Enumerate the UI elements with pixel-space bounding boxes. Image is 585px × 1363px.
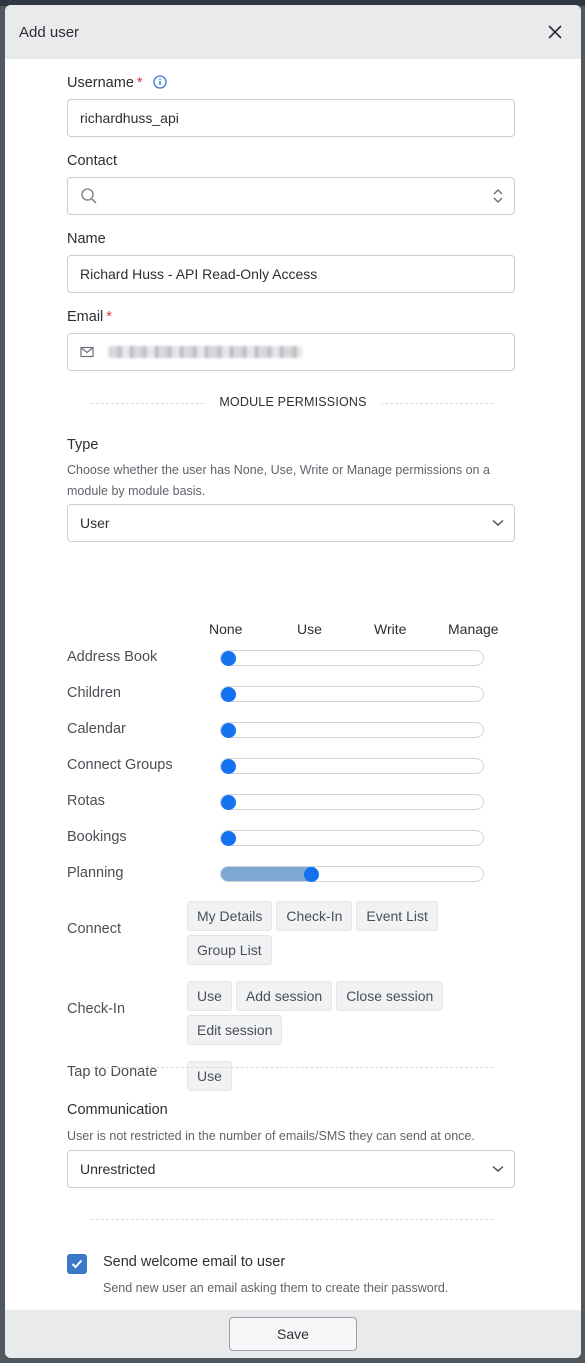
communication-label: Communication [67, 1102, 168, 1118]
slider-thumb[interactable] [221, 795, 236, 810]
communication-value: Unrestricted [80, 1161, 156, 1177]
chevron-down-icon [492, 1165, 504, 1173]
redacted-email-value [108, 346, 302, 358]
dialog-footer [5, 1310, 581, 1358]
info-icon[interactable] [153, 75, 167, 93]
contact-select[interactable] [67, 177, 515, 215]
tap-to-donate-chips [187, 1061, 467, 1091]
level-use: Use [297, 621, 322, 637]
level-none: None [209, 621, 243, 637]
slider-thumb[interactable] [221, 723, 236, 738]
slider-thumb[interactable] [304, 867, 319, 882]
welcome-email-help: Send new user an email asking them to create their password. [103, 1281, 449, 1295]
email-label [67, 309, 112, 325]
chip-use[interactable]: Use [187, 981, 232, 1011]
module-label: Rotas [67, 793, 105, 809]
communication-select[interactable] [67, 1150, 515, 1188]
add-user-dialog [5, 5, 581, 1358]
module-row [67, 685, 487, 705]
module-label: Children [67, 685, 121, 701]
checkmark-icon [71, 1259, 83, 1269]
module-row [67, 865, 487, 885]
permission-slider[interactable] [220, 794, 484, 810]
contact-label: Contact [67, 153, 117, 169]
type-help-text: Choose whether the user has None, Use, Write or Manage permissions on a module by module basis. [67, 463, 490, 498]
name-label: Name [67, 231, 106, 247]
permission-slider[interactable] [220, 758, 484, 774]
username-label-text: Username [67, 75, 134, 91]
username-label [67, 75, 167, 93]
dialog-header [5, 5, 581, 59]
chip-edit-session[interactable]: Edit session [187, 1015, 282, 1045]
checkin-chips [187, 981, 467, 1045]
dialog-body [5, 59, 581, 1309]
checkin-label: Check-In [67, 1001, 126, 1017]
divider-line [91, 1067, 493, 1068]
chevron-down-icon [492, 519, 504, 527]
permission-slider[interactable] [220, 650, 484, 666]
connect-label: Connect [67, 921, 122, 937]
module-label: Bookings [67, 829, 127, 845]
module-row [67, 721, 487, 741]
chip-check-in[interactable]: Check-In [276, 901, 352, 931]
connect-chips [187, 901, 467, 965]
username-value: richardhuss_api [80, 110, 179, 126]
module-row [67, 649, 487, 669]
module-permissions-heading [5, 395, 581, 409]
module-permissions-heading-text: MODULE PERMISSIONS [205, 395, 380, 409]
chip-close-session[interactable]: Close session [336, 981, 443, 1011]
type-label: Type [67, 437, 99, 453]
search-icon [80, 187, 98, 205]
divider-line [91, 1219, 493, 1220]
permission-slider[interactable] [220, 830, 484, 846]
slider-thumb[interactable] [221, 759, 236, 774]
module-row [67, 793, 487, 813]
chevron-updown-icon [492, 187, 504, 205]
module-label: Address Book [67, 649, 158, 665]
chip-add-session[interactable]: Add session [236, 981, 332, 1011]
module-label: Planning [67, 865, 124, 881]
slider-thumb[interactable] [221, 831, 236, 846]
type-select[interactable] [67, 504, 515, 542]
permission-slider[interactable] [220, 866, 484, 882]
type-value: User [80, 515, 110, 531]
module-row [67, 829, 487, 849]
email-input[interactable] [67, 333, 515, 371]
chip-event-list[interactable]: Event List [356, 901, 437, 931]
required-mark: * [136, 75, 143, 91]
username-input[interactable] [67, 99, 515, 137]
close-icon[interactable] [543, 20, 567, 44]
dialog-title: Add user [19, 23, 80, 41]
tap-to-donate-label: Tap to Donate [67, 1064, 158, 1080]
chip-my-details[interactable]: My Details [187, 901, 272, 931]
level-write: Write [374, 621, 407, 637]
email-label-text: Email [67, 309, 104, 325]
slider-thumb[interactable] [221, 687, 236, 702]
permission-slider[interactable] [220, 722, 484, 738]
level-manage: Manage [448, 621, 499, 637]
mail-icon [80, 346, 94, 358]
save-button[interactable]: Save [229, 1317, 357, 1351]
module-row [67, 757, 487, 777]
chip-use[interactable]: Use [187, 1061, 232, 1091]
slider-fill [221, 867, 314, 881]
chip-group-list[interactable]: Group List [187, 935, 272, 965]
permission-slider[interactable] [220, 686, 484, 702]
slider-thumb[interactable] [221, 651, 236, 666]
required-mark: * [106, 309, 112, 325]
name-input[interactable] [67, 255, 515, 293]
name-value: Richard Huss - API Read-Only Access [80, 266, 318, 282]
welcome-email-label: Send welcome email to user [103, 1254, 286, 1270]
module-label: Calendar [67, 721, 126, 737]
module-label: Connect Groups [67, 757, 173, 773]
communication-help-text: User is not restricted in the number of emails/SMS they can send at once. [67, 1129, 475, 1143]
welcome-email-checkbox[interactable] [67, 1254, 87, 1274]
